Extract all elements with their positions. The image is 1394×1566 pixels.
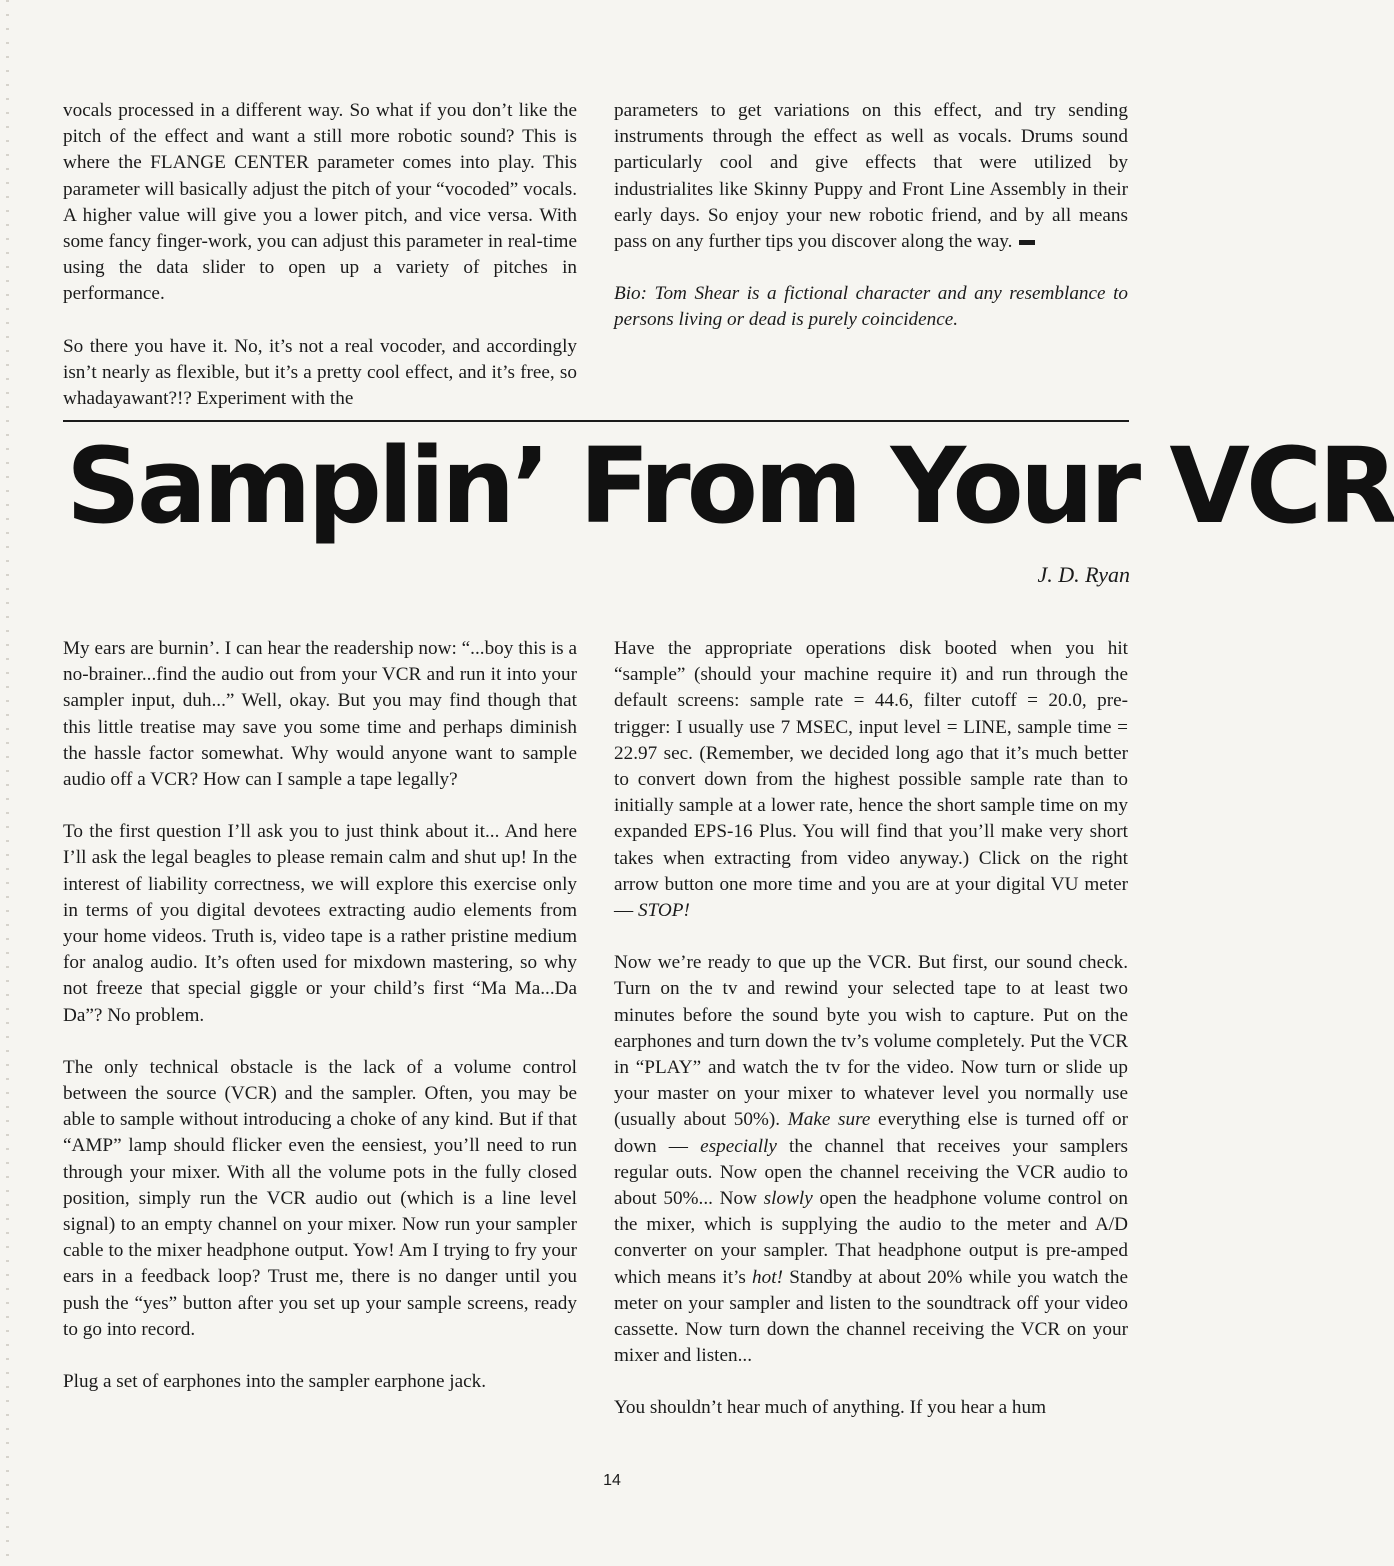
article-byline: J. D. Ryan [1037, 562, 1130, 587]
column-top-right [614, 98, 1128, 334]
paragraph: So there you have it. No, it’s not a real vocoder, and accordingly isn’t nearly as flexible, but it’s a pretty cool effect, and it’s free, so whadayawant?!? Experiment with the [63, 335, 577, 410]
scan-edge [6, 0, 9, 1566]
paragraph: Have the appropriate operations disk booted when you hit “sample” (should your machine require it) and run through the default screens: sample rate = 44.6, filter cutoff = 20.0, pre-trigger: I usually use 7 MSEC, input level = LINE, sample time = 22.97 sec. (Remember, we decided long ago that it’s much better to convert down from the highest possible sample rate than to initially sample at a lower rate, hence the short sample time on my expanded EPS-16 Plus. You will find that you’ll make very short takes when extracting from video anyway.) Click on the right arrow button one more time and you are at your digital VU meter — STOP! [614, 638, 1128, 922]
end-mark-icon [1019, 240, 1035, 245]
paragraph: You shouldn’t hear much of anything. If you hear a hum [614, 1397, 1047, 1419]
paragraph: The only technical obstacle is the lack of a volume control between the source (VCR) and the sampler. Often, you may be able to sample without introducing a choke of any kind. But if that “AMP” lamp should flicker even the eensiest, you’ll need to run through your mixer. With all the volume pots in the fully closed position, simply run the VCR audio out (which is a line level signal) to an empty channel on your mixer. Now run your sampler cable to the mixer headphone output. Yow! Am I trying to fry your ears in a feedback loop? Trust me, there is no danger until you push the “yes” button after you set up your sample screens, ready to go into record. [63, 1056, 577, 1340]
author-bio: Bio: Tom Shear is a fictional character and any resemblance to persons living or dead is purely coincidence. [614, 283, 1128, 331]
paragraph: My ears are burnin’. I can hear the readership now: “...boy this is a no-brainer...find the audio out from your VCR and run it into your sampler input, duh...” Well, okay. But you may find though that this little treatise may save you some time and perhaps diminish the hassle factor somewhat. Why would anyone want to sample audio off a VCR? How can I sample a tape legally? [63, 638, 577, 791]
article-headline: Samplin’ From Your VCR [66, 425, 1394, 547]
page-number: 14 [603, 1472, 621, 1489]
column-bottom-left [63, 636, 577, 1395]
paragraph: vocals processed in a different way. So what if you don’t like the pitch of the effect and want a still more robotic sound? This is where the FLANGE CENTER parameter comes into play. This parameter will basically adjust the pitch of your “vocoded” vocals. A higher value will give you a lower pitch, and vice versa. With some fancy finger-work, you can adjust this parameter in real-time using the data slider to open up a variety of pitches in performance. [63, 100, 577, 305]
section-divider [63, 420, 1129, 422]
paragraph: Now we’re ready to que up the VCR. But first, our sound check. Turn on the tv and rewind your selected tape to at least two minutes before the sound byte you wish to capture. Put on the earphones and turn down the tv’s volume completely. Put the VCR in “PLAY” and watch the tv for the video. Now turn or slide up your master on your mixer to whatever level you normally use (usually about 50%). Make sure everything else is turned off or down — especially the channel that receives your samplers regular outs. Now open the channel receiving the VCR audio to about 50%... Now slowly open the headphone volume control on the mixer, which is supplying the audio to the meter and A/D converter on your sampler. That headphone output is pre-amped which means it’s hot! Standby at about 20% while you watch the meter on your sampler and listen to the soundtrack off your video cassette. Now turn down the channel receiving the VCR on your mixer and listen... [614, 952, 1128, 1367]
column-top-left [63, 98, 577, 412]
paragraph: parameters to get variations on this effect, and try sending instruments through the effect as well as vocals. Drums sound particularly cool and give effects that were utilized by industrialites like Skinny Puppy and Front Line Assembly in their early days. So enjoy your new robotic friend, and by all means pass on any further tips you discover along the way. [614, 100, 1128, 253]
paragraph: To the first question I’ll ask you to just think about it... And here I’ll ask the legal beagles to please remain calm and shut up! In the interest of liability correctness, we will explore this exercise only in terms of you digital devotees extracting audio elements from your home videos. Truth is, video tape is a rather pristine medium for analog audio. It’s often used for mixdown mastering, so why not freeze that special giggle or your child’s first “Ma Ma...Da Da”? No problem. [63, 821, 577, 1026]
column-bottom-right [614, 636, 1128, 1422]
paragraph: Plug a set of earphones into the sampler earphone jack. [63, 1371, 487, 1393]
